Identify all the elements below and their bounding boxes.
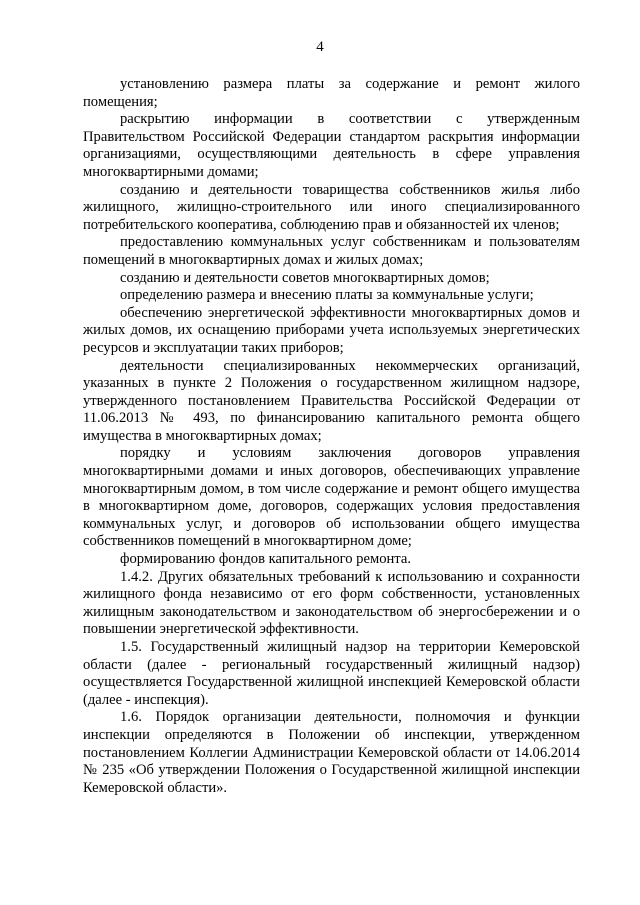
paragraph-1-6: 1.6. Порядок организации деятельности, полномочия и функции инспекции определяются в Положении об инспекции, утвержденном постановлением Коллегии Администрации Кемеровской области от 14.06.2014 № 235 «Об утверждении Положения о Государственной жилищной инспекции Кемеровской области».	[83, 709, 580, 796]
paragraph-2: раскрытию информации в соответствии с утвержденным Правительством Российской Федерации стандартом раскрытия информации организациями, осуществляющими деятельность в сфере управления многоквартирными домами;	[83, 111, 580, 180]
paragraph-1-5: 1.5. Государственный жилищный надзор на территории Кемеровской области (далее - региональный государственный жилищный надзор) осуществляется Государственной жилищной инспекцией Кемеровской области (далее - инспекция).	[83, 639, 580, 708]
paragraph-3: созданию и деятельности товарищества собственников жилья либо жилищного, жилищно-строительного или иного специализированного потребительского кооператива, соблюдению прав и обязанностей их членов;	[83, 181, 580, 233]
paragraph-10: формированию фондов капитального ремонта.	[120, 551, 411, 568]
paragraph-1: установлению размера платы за содержание и ремонт жилого помещения;	[83, 76, 580, 110]
paragraph-4: предоставлению коммунальных услуг собственникам и пользователям помещений в многоквартирных домах и жилых домах;	[83, 234, 580, 268]
paragraph-8: деятельности специализированных некоммерческих организаций, указанных в пункте 2 Положения о государственном жилищном надзоре, утвержденного постановлением Правительства Российской Федерации от 11.06.2013 № 493, по финансированию капитального ремонта общего имущества в многоквартирных домах;	[83, 357, 580, 444]
paragraph-5: созданию и деятельности советов многоквартирных домов;	[120, 269, 490, 286]
paragraph-9: порядку и условиям заключения договоров управления многоквартирными домами и иных договоров, обеспечивающих управление многоквартирным домом, в том числе содержание и ремонт общего имущества в многоквартирном доме, договоров, содержащих условия предоставления коммунальных услуг, и договоров об использовании общего имущества собственников помещений в многоквартирном доме;	[83, 445, 580, 550]
page-number: 4	[316, 39, 324, 55]
document-body	[83, 76, 580, 797]
paragraph-7: обеспечению энергетической эффективности многоквартирных домов и жилых домов, их оснащению приборами учета используемых энергетических ресурсов и эксплуатации таких приборов;	[83, 304, 580, 356]
paragraph-1-4-2: 1.4.2. Других обязательных требований к использованию и сохранности жилищного фонда независимо от его форм собственности, установленных жилищным законодательством и законодательством об энергосбережении и о повышении энергетической эффективности.	[83, 568, 580, 638]
paragraph-6: определению размера и внесению платы за коммунальные услуги;	[120, 287, 534, 304]
